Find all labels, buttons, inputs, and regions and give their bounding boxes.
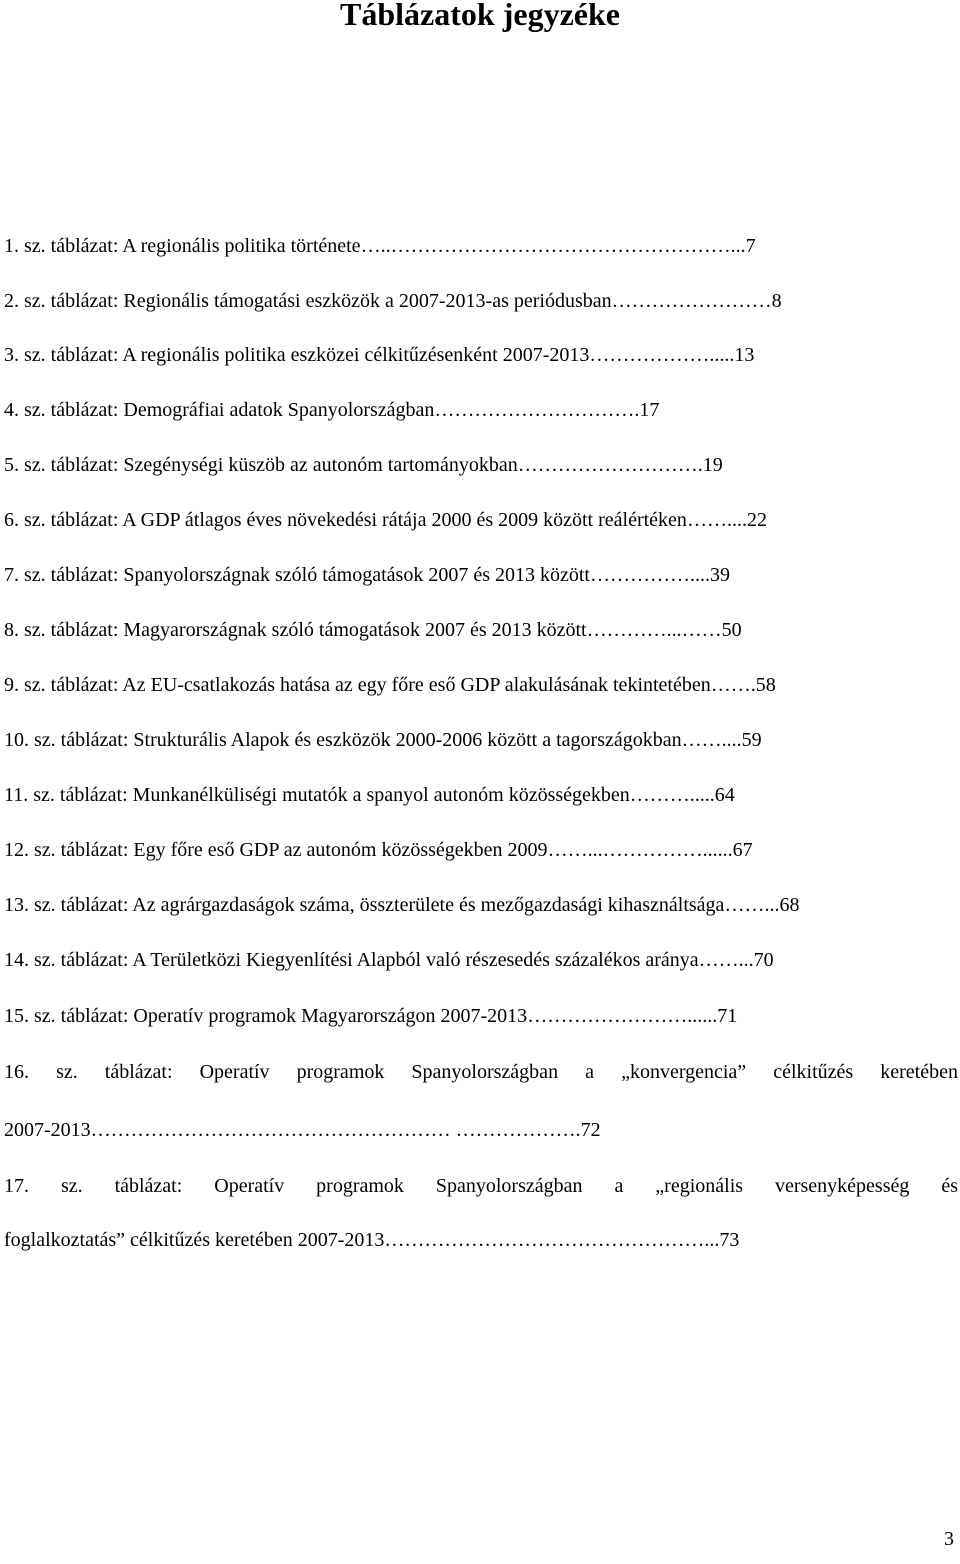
toc-entry-6[interactable] — [4, 508, 958, 532]
toc-entry-11[interactable] — [4, 783, 958, 807]
toc-entry-text: 17. sz. táblázat: Operatív programok Spanyolországban a „regionális versenyképesség és — [4, 1175, 958, 1197]
toc-entry-15[interactable] — [4, 1004, 958, 1028]
toc-entry-leader: ……………………………………………… ……………….72 — [90, 1119, 601, 1141]
toc-entry-12[interactable] — [4, 838, 958, 862]
toc-entry-14[interactable] — [4, 948, 958, 972]
toc-entry-text: 8. sz. táblázat: Magyarországnak szóló támogatások 2007 és 2013 között — [4, 619, 587, 641]
toc-entry-leader: ……….....64 — [629, 784, 735, 806]
toc-entry-leader: …………………………………………...73 — [384, 1229, 740, 1251]
toc-entry-13[interactable] — [4, 893, 958, 917]
toc-entry-16-line-1[interactable] — [4, 1060, 958, 1084]
toc-entry-text: 9. sz. táblázat: Az EU-csatlakozás hatása az egy főre eső GDP alakulásának tekintetében — [4, 674, 711, 696]
toc-entry-1[interactable] — [4, 234, 958, 258]
toc-entry-text: 11. sz. táblázat: Munkanélküliségi mutatók a spanyol autonóm közösségekben — [4, 784, 630, 806]
toc-entry-17-line-2[interactable] — [4, 1228, 958, 1252]
toc-entry-text: foglalkoztatás” célkitűzés keretében 2007-2013 — [4, 1229, 385, 1251]
toc-entry-text: 12. sz. táblázat: Egy főre eső GDP az autonóm közösségekben 2009 — [4, 839, 548, 861]
toc-entry-4[interactable] — [4, 398, 958, 422]
toc-entry-text: 16. sz. táblázat: Operatív programok Spanyolországban a „konvergencia” célkitűzés keretében — [4, 1061, 958, 1083]
toc-entry-text: 14. sz. táblázat: A Területközi Kiegyenlítési Alapból való részesedés százalékos aránya — [4, 949, 699, 971]
toc-entry-16-line-2[interactable] — [4, 1118, 958, 1142]
toc-entry-leader: ……...68 — [724, 894, 800, 916]
page-title: Táblázatok jegyzéke — [340, 0, 620, 32]
toc-entry-leader: ……...……………......67 — [547, 839, 753, 861]
page-number: 3 — [944, 1528, 954, 1550]
toc-entry-leader: …..……………………………………………...7 — [360, 235, 756, 257]
toc-entry-leader: ……………………......71 — [527, 1005, 738, 1027]
toc-entry-text: 3. sz. táblázat: A regionális politika eszközei célkitűzésenként 2007-2013 — [4, 344, 590, 366]
toc-entry-text: 13. sz. táblázat: Az agrárgazdaságok száma, összterülete és mezőgazdasági kihasználtsága — [4, 894, 725, 916]
toc-entry-text: 10. sz. táblázat: Strukturális Alapok és eszközök 2000-2006 között a tagországokban — [4, 729, 682, 751]
toc-entry-8[interactable] — [4, 618, 958, 642]
toc-entry-text: 2007-2013 — [4, 1119, 91, 1141]
toc-entry-leader: ……………….....13 — [589, 344, 755, 366]
toc-entry-5[interactable] — [4, 453, 958, 477]
toc-entry-leader: ……………....39 — [589, 564, 730, 586]
toc-entry-3[interactable] — [4, 343, 958, 367]
toc-entry-text: 2. sz. táblázat: Regionális támogatási eszközök a 2007-2013-as periódusban — [4, 290, 612, 312]
toc-entry-7[interactable] — [4, 563, 958, 587]
toc-entry-text: 6. sz. táblázat: A GDP átlagos éves növekedési rátája 2000 és 2009 között reálértéken — [4, 509, 687, 531]
toc-entry-leader: …………...……50 — [586, 619, 742, 641]
toc-entry-text: 15. sz. táblázat: Operatív programok Magyarországon 2007-2013 — [4, 1005, 528, 1027]
toc-entry-leader: ……...70 — [698, 949, 774, 971]
toc-entry-text: 5. sz. táblázat: Szegénységi küszöb az autonóm tartományokban — [4, 454, 518, 476]
toc-entry-17-line-1[interactable] — [4, 1174, 958, 1198]
toc-entry-2[interactable] — [4, 289, 958, 313]
toc-entry-text: 1. sz. táblázat: A regionális politika története — [4, 235, 361, 257]
toc-entry-leader: ……....59 — [681, 729, 762, 751]
toc-entry-leader: ………………………….17 — [434, 399, 660, 421]
toc-entry-leader: …….58 — [710, 674, 776, 696]
toc-entry-leader: ……....22 — [686, 509, 767, 531]
toc-entry-text: 7. sz. táblázat: Spanyolországnak szóló támogatások 2007 és 2013 között — [4, 564, 590, 586]
toc-entry-leader: ……………………….19 — [517, 454, 723, 476]
toc-entry-text: 4. sz. táblázat: Demográfiai adatok Spanyolországban — [4, 399, 435, 421]
toc-entry-9[interactable] — [4, 673, 958, 697]
toc-entry-leader: ……………………8 — [611, 290, 782, 312]
toc-entry-10[interactable] — [4, 728, 958, 752]
